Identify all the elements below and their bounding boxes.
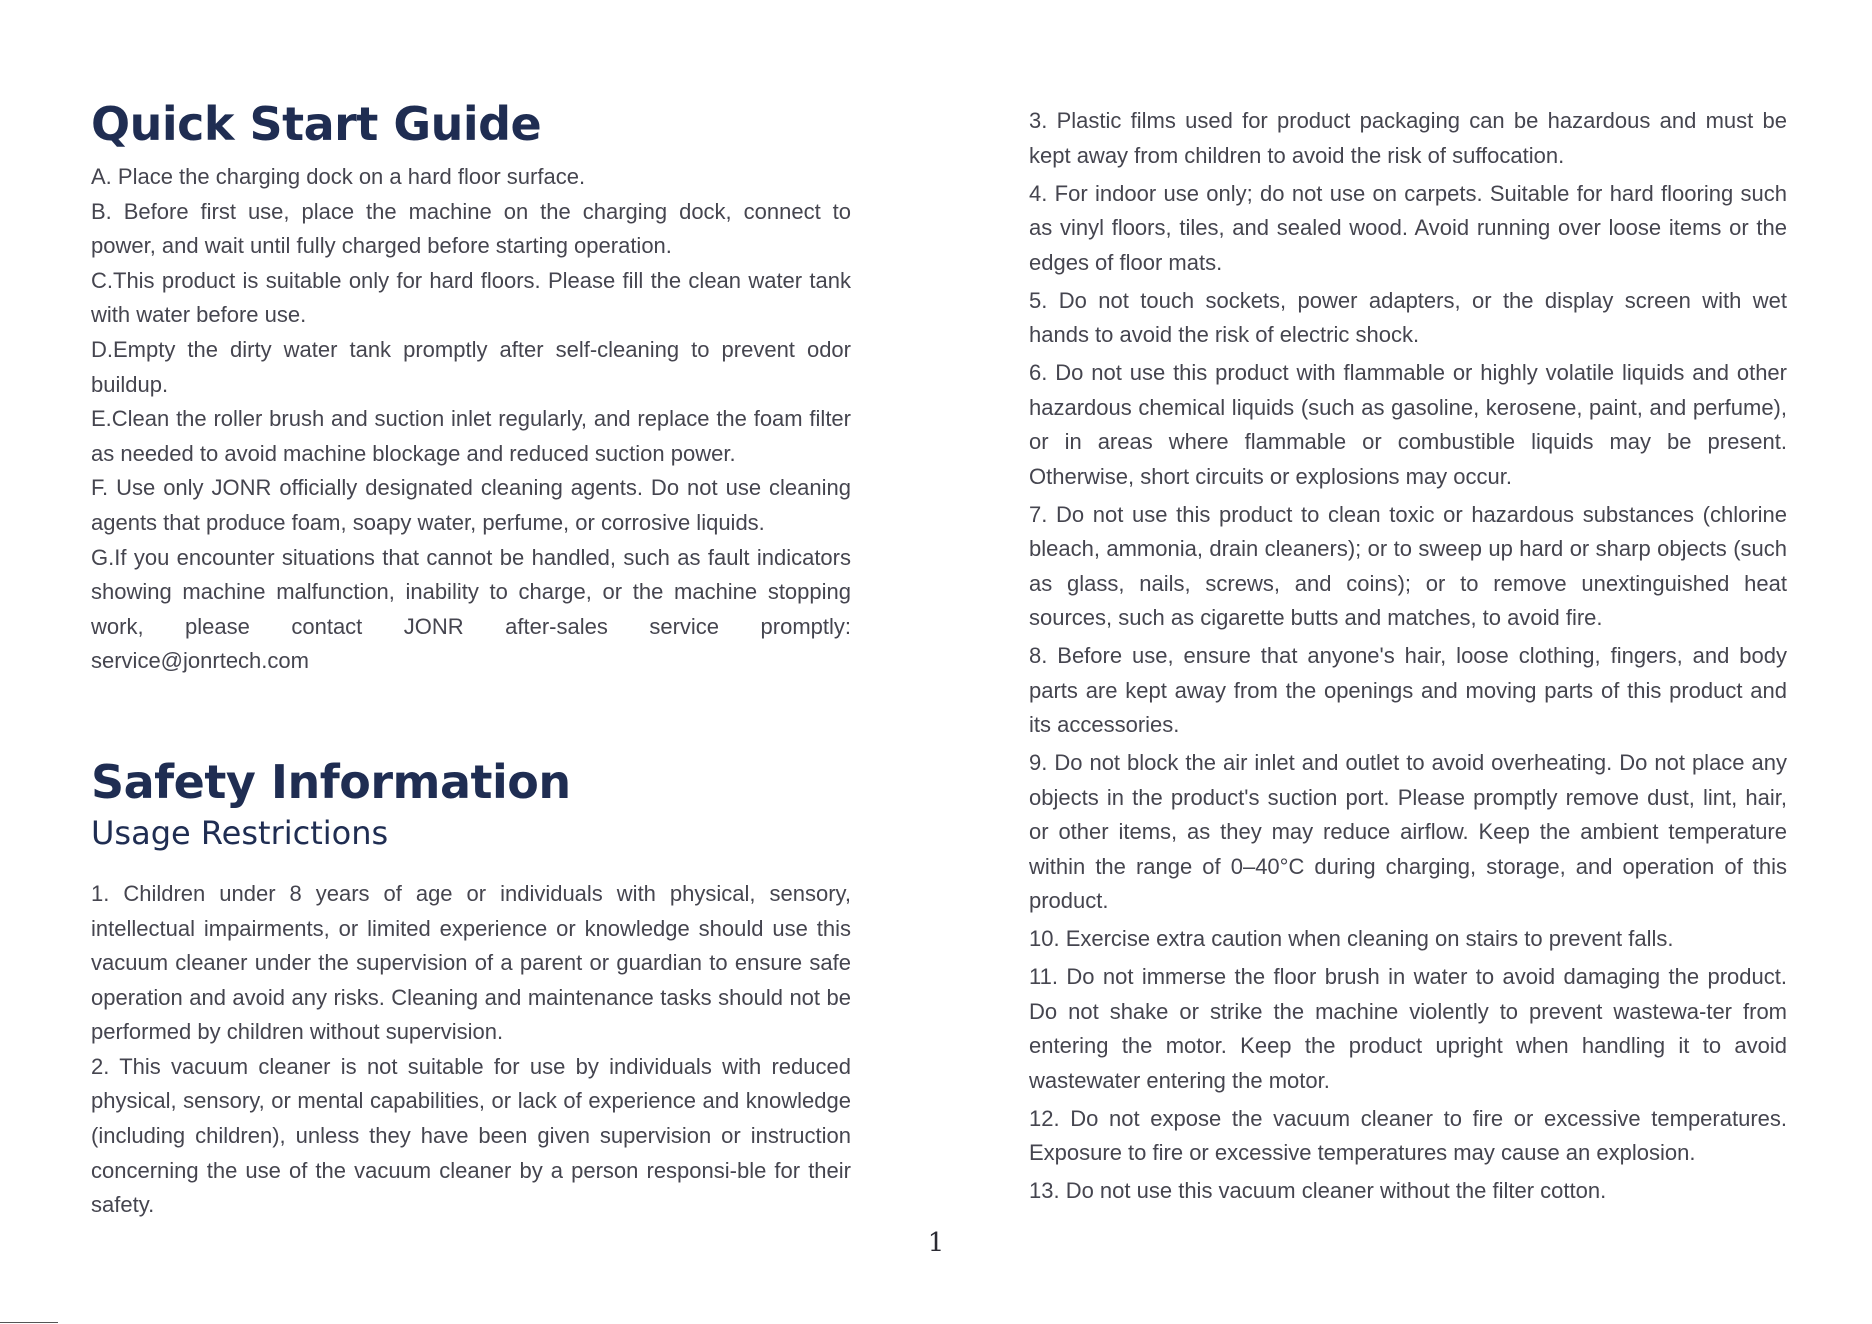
safety-item: 13. Do not use this vacuum cleaner without the filter cotton.: [1029, 1178, 1607, 1203]
page-number: 1: [927, 1228, 945, 1258]
safety-item: 5. Do not touch sockets, power adapters, or the display screen with wet hands to avoid the risk of electric shock.: [1029, 287, 1787, 347]
quick-start-item: F. Use only JONR officially designated cleaning agents. Do not use cleaning agents that produce foam, soapy water, perfume, or corrosive liquids.: [91, 475, 851, 535]
quick-start-item: G.If you encounter situations that cannot be handled, such as fault indicators showing machine malfunction, inability to charge, or the machine stopping work, please contact JONR after-sales service promptly: service@jonrtech.com: [91, 544, 851, 674]
safety-item: 6. Do not use this product with flammable or highly volatile liquids and other hazardous chemical liquids (such as gasoline, kerosene, paint, and perfume), or in areas where flammable or combustible liquids may be present. Otherwise, short circuits or explosions may occur.: [1029, 360, 1787, 489]
safety-item: 1. Children under 8 years of age or individuals with physical, sensory, intellectual impairments, or limited experience or knowledge should use this vacuum cleaner under the supervision of a parent or guardian to ensure safe operation and avoid any risks. Cleaning and maintenance tasks should not be performed by children without supervision.: [91, 880, 851, 1045]
safety-section: [91, 753, 851, 1223]
safety-item: 12. Do not expose the vacuum cleaner to fire or excessive temperatures. Exposure to fire or excessive temperatures may cause an explosion.: [1029, 1105, 1787, 1165]
safety-item: 8. Before use, ensure that anyone's hair, loose clothing, fingers, and body parts are kept away from the openings and moving parts of this product and its accessories.: [1029, 643, 1787, 737]
quick-start-list: [91, 160, 851, 679]
safety-item: 3. Plastic films used for product packaging can be hazardous and must be kept away from children to avoid the risk of suffocation.: [1029, 108, 1787, 168]
safety-item: 11. Do not immerse the floor brush in water to avoid damaging the product. Do not shake or strike the machine violently to prevent wastewa-ter from entering the motor. Keep the product upright when handling it to avoid wastewater entering the motor.: [1029, 964, 1787, 1093]
safety-item: 2. This vacuum cleaner is not suitable for use by individuals with reduced physical, sensory, or mental capabilities, or lack of experience and knowledge (including children), unless they have been given supervision or instruction concerning the use of the vacuum cleaner by a person responsi-ble for their safety.: [91, 1053, 851, 1218]
left-column: [91, 94, 851, 1223]
quick-start-item: D.Empty the dirty water tank promptly after self-cleaning to prevent odor buildup.: [91, 336, 851, 397]
safety-item: 10. Exercise extra caution when cleaning on stairs to prevent falls.: [1029, 926, 1674, 951]
safety-item: 4. For indoor use only; do not use on carpets. Suitable for hard flooring such as vinyl floors, tiles, and sealed wood. Avoid running over loose items or the edges of floor mats.: [1029, 180, 1787, 275]
quick-start-item: B. Before first use, place the machine on the charging dock, connect to power, and wait until fully charged before starting operation.: [91, 198, 851, 259]
safety-title: Safety Information: [91, 754, 571, 809]
safety-item: 9. Do not block the air inlet and outlet to avoid overheating. Do not place any objects in the product's suction port. Please promptly remove dust, lint, hair, or other items, as they may reduce airflow. Keep the ambient temperature within the range of 0–40°C during charging, storage, and operation of this product.: [1029, 750, 1787, 913]
quick-start-item: A. Place the charging dock on a hard floor surface.: [91, 164, 586, 189]
quick-start-item: C.This product is suitable only for hard floors. Please fill the clean water tank with water before use.: [91, 267, 851, 328]
usage-restrictions-list: [91, 877, 851, 1223]
usage-restrictions-subtitle: Usage Restrictions: [91, 813, 389, 852]
quick-start-item: E.Clean the roller brush and suction inlet regularly, and replace the foam filter as needed to avoid machine blockage and reduced suction power.: [91, 406, 851, 466]
crop-mark: [0, 1322, 58, 1323]
quick-start-title: Quick Start Guide: [91, 97, 542, 151]
safety-item: 7. Do not use this product to clean toxic or hazardous substances (chlorine bleach, ammonia, drain cleaners); or to sweep up hard or sharp objects (such as glass, nails, screws, and coins); or to remove unextinguished heat sources, such as cigarette butts and matches, to avoid fire.: [1029, 501, 1787, 630]
right-column: [1029, 104, 1787, 1212]
